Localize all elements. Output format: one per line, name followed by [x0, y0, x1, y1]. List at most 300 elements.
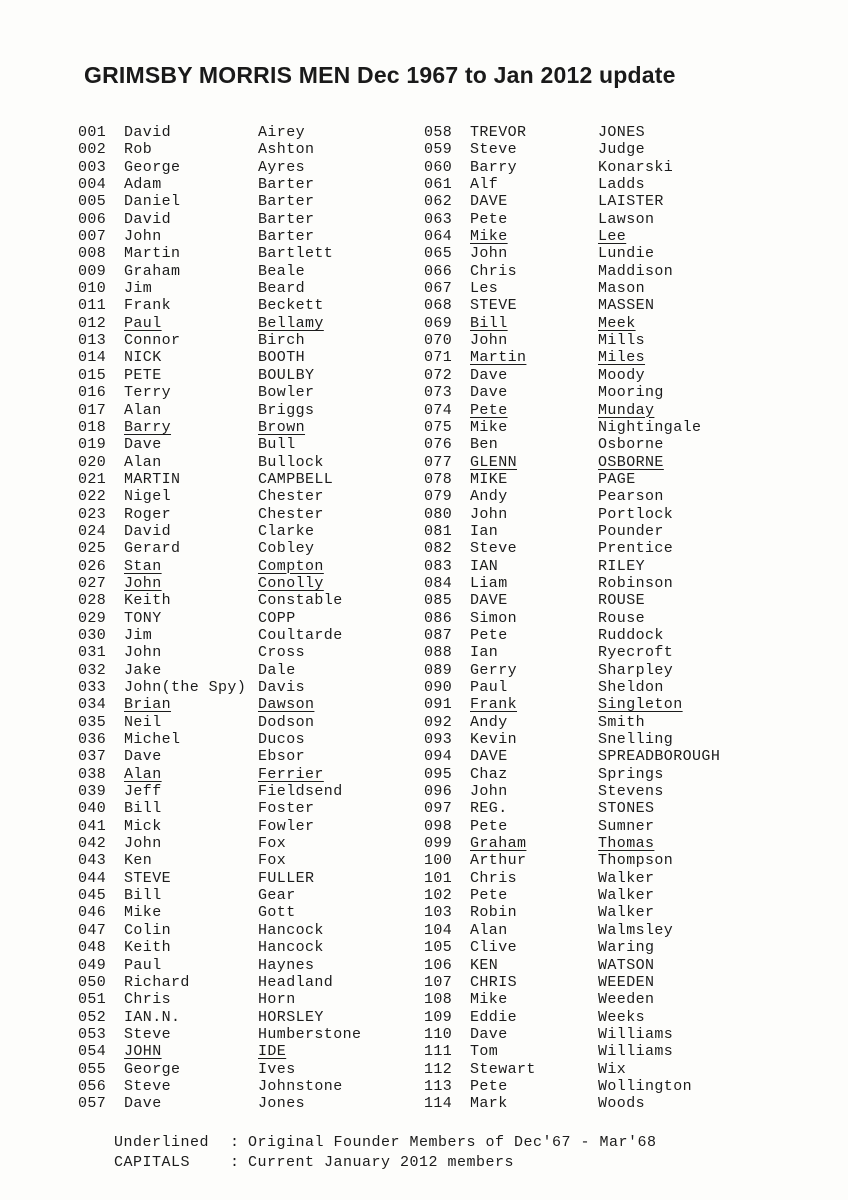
- member-number: 021: [78, 470, 107, 488]
- member-first-name: Gerry: [470, 661, 518, 679]
- member-first-name: Jeff: [124, 783, 162, 801]
- member-number-name-row: [78, 870, 246, 887]
- member-surname-row: [598, 662, 720, 679]
- member-surname-row: [598, 488, 720, 505]
- member-number-name-row: [424, 783, 536, 800]
- member-number-name-row: [78, 696, 246, 713]
- member-surname-row: [258, 124, 361, 141]
- member-surname-row: [598, 627, 720, 644]
- member-number: 095: [424, 765, 453, 783]
- member-first-name: Brian: [124, 696, 172, 714]
- member-surname-row: [598, 349, 720, 366]
- member-first-name: John: [124, 228, 162, 246]
- member-number: 023: [78, 505, 107, 523]
- member-first-name: Frank: [124, 297, 172, 315]
- member-surname: Barter: [258, 210, 315, 228]
- member-number: 077: [424, 453, 453, 471]
- member-number-name-row: [424, 193, 536, 210]
- member-number-name-row: [78, 575, 246, 592]
- member-first-name: Neil: [124, 713, 162, 731]
- member-number: 090: [424, 679, 453, 696]
- member-number-name-row: [424, 835, 536, 852]
- member-first-name: John: [124, 644, 162, 662]
- member-first-name: KEN: [470, 956, 499, 974]
- member-first-name: Alan: [124, 453, 162, 471]
- legend-key: CAPITALS: [114, 1154, 191, 1171]
- member-surname-row: [258, 748, 361, 765]
- member-surname-row: [598, 939, 720, 956]
- legend-row-capitals: [114, 1153, 657, 1173]
- member-number-name-row: [78, 904, 246, 921]
- member-number-name-row: [424, 748, 536, 765]
- member-surname: Fox: [258, 852, 287, 870]
- member-surname: Fowler: [258, 817, 315, 835]
- member-number: 088: [424, 644, 453, 662]
- member-surname: Clarke: [258, 522, 315, 540]
- legend-text: Original Founder Members of Dec'67 - Mar'68: [248, 1134, 657, 1151]
- member-first-name: Jim: [124, 626, 153, 644]
- member-number: 054: [78, 1043, 107, 1061]
- member-surname-row: [258, 506, 361, 523]
- member-number: 040: [78, 800, 107, 818]
- member-surname: Judge: [598, 141, 646, 159]
- member-surname-row: [258, 228, 361, 245]
- member-surname-row: [258, 800, 361, 817]
- member-first-name: Steve: [124, 1025, 172, 1043]
- page-title: GRIMSBY MORRIS MEN Dec 1967 to Jan 2012 update: [84, 62, 676, 88]
- member-surname: Sumner: [598, 817, 655, 835]
- member-number: 051: [78, 991, 107, 1009]
- member-number-name-row: [424, 454, 536, 471]
- member-number-name-row: [424, 818, 536, 835]
- member-number-name-row: [78, 540, 246, 557]
- member-first-name: Gerard: [124, 540, 181, 558]
- member-surname: Nightingale: [598, 418, 702, 436]
- member-number-name-row: [424, 991, 536, 1008]
- member-surname: Ruddock: [598, 626, 664, 644]
- member-surname: HORSLEY: [258, 1008, 324, 1026]
- member-number-name-row: [424, 245, 536, 262]
- member-number-name-row: [424, 974, 536, 991]
- member-surname: Walker: [598, 869, 655, 887]
- member-surname-row: [258, 1061, 361, 1078]
- member-first-name: NICK: [124, 349, 162, 367]
- member-surname-row: [258, 783, 361, 800]
- members-list-right-surnames: [598, 124, 720, 1113]
- member-surname: Fieldsend: [258, 783, 343, 801]
- member-number-name-row: [424, 957, 536, 974]
- member-first-name: Tom: [470, 1043, 499, 1061]
- member-surname-row: [598, 870, 720, 887]
- member-number-name-row: [78, 124, 246, 141]
- member-number: 034: [78, 696, 107, 714]
- member-number-name-row: [78, 783, 246, 800]
- member-surname: Pearson: [598, 488, 664, 506]
- member-number: 074: [424, 401, 453, 419]
- member-surname-row: [598, 748, 720, 765]
- member-surname-row: [598, 835, 720, 852]
- member-surname: Foster: [258, 800, 315, 818]
- member-number-name-row: [78, 558, 246, 575]
- member-first-name: Richard: [124, 973, 190, 991]
- member-surname: OSBORNE: [598, 453, 664, 471]
- member-first-name: Keith: [124, 939, 172, 957]
- member-surname-row: [598, 141, 720, 158]
- member-surname: WATSON: [598, 956, 655, 974]
- member-number-name-row: [424, 662, 536, 679]
- member-number-name-row: [424, 627, 536, 644]
- member-surname-row: [598, 211, 720, 228]
- member-first-name: Pete: [470, 887, 508, 905]
- member-number: 062: [424, 193, 453, 211]
- member-first-name: Stewart: [470, 1060, 536, 1078]
- member-first-name: Daniel: [124, 193, 181, 211]
- member-number: 050: [78, 973, 107, 991]
- legend-row-underlined: [114, 1133, 657, 1153]
- member-number-name-row: [424, 714, 536, 731]
- member-surname: Waring: [598, 939, 655, 957]
- member-surname: Ladds: [598, 176, 646, 194]
- member-number: 022: [78, 488, 107, 506]
- member-number-name-row: [78, 159, 246, 176]
- member-first-name: Barry: [470, 158, 518, 176]
- member-first-name: Dave: [124, 1095, 162, 1113]
- member-number: 044: [78, 869, 107, 887]
- member-number: 059: [424, 141, 453, 159]
- member-first-name: Mike: [124, 904, 162, 922]
- member-first-name: George: [124, 158, 181, 176]
- member-first-name: MIKE: [470, 470, 508, 488]
- member-first-name: Mike: [470, 418, 508, 436]
- member-surname-row: [598, 523, 720, 540]
- member-surname: Portlock: [598, 505, 674, 523]
- member-number-name-row: [424, 280, 536, 297]
- member-surname: STONES: [598, 800, 655, 818]
- member-surname-row: [258, 852, 361, 869]
- member-surname: FULLER: [258, 869, 315, 887]
- member-surname: Beckett: [258, 297, 324, 315]
- member-number-name-row: [78, 1009, 246, 1026]
- member-surname-row: [258, 332, 361, 349]
- member-surname-row: [598, 783, 720, 800]
- member-surname: Dale: [258, 661, 296, 679]
- member-number-name-row: [424, 731, 536, 748]
- member-surname-row: [598, 852, 720, 869]
- member-surname: Constable: [258, 592, 343, 610]
- member-surname: Singleton: [598, 696, 683, 714]
- member-number-name-row: [424, 228, 536, 245]
- member-first-name: Connor: [124, 332, 181, 350]
- member-first-name: Chris: [470, 869, 518, 887]
- member-first-name: Mike: [470, 228, 508, 246]
- member-surname: Konarski: [598, 158, 674, 176]
- member-number: 092: [424, 713, 453, 731]
- member-number: 082: [424, 540, 453, 558]
- member-number-name-row: [78, 488, 246, 505]
- member-first-name: John: [470, 783, 508, 801]
- member-surname-row: [598, 974, 720, 991]
- member-number-name-row: [424, 471, 536, 488]
- member-first-name: STEVE: [470, 297, 518, 315]
- member-surname: Ebsor: [258, 748, 306, 766]
- member-surname-row: [598, 263, 720, 280]
- member-number-name-row: [424, 1009, 536, 1026]
- member-first-name: John: [124, 574, 162, 592]
- member-surname-row: [598, 731, 720, 748]
- member-first-name: Chaz: [470, 765, 508, 783]
- member-number-name-row: [78, 141, 246, 158]
- member-surname-row: [258, 592, 361, 609]
- member-first-name: REG.: [470, 800, 508, 818]
- member-number: 041: [78, 817, 107, 835]
- member-surname-row: [258, 419, 361, 436]
- member-first-name: Pete: [470, 817, 508, 835]
- member-surname: Walmsley: [598, 921, 674, 939]
- member-number-name-row: [424, 263, 536, 280]
- member-first-name: Bill: [470, 314, 508, 332]
- member-first-name: Alf: [470, 176, 499, 194]
- member-first-name: Terry: [124, 384, 172, 402]
- member-first-name: IAN: [470, 557, 499, 575]
- member-first-name: Dave: [124, 748, 162, 766]
- member-first-name: Jim: [124, 280, 153, 298]
- member-number: 048: [78, 939, 107, 957]
- member-surname-row: [258, 297, 361, 314]
- member-first-name: Dave: [470, 366, 508, 384]
- member-number: 098: [424, 817, 453, 835]
- member-number-name-row: [424, 124, 536, 141]
- member-surname-row: [598, 1009, 720, 1026]
- member-surname: Snelling: [598, 731, 674, 749]
- member-surname-row: [258, 644, 361, 661]
- member-surname-row: [598, 575, 720, 592]
- member-number: 100: [424, 852, 453, 870]
- member-first-name: Chris: [470, 262, 518, 280]
- member-surname: Barter: [258, 176, 315, 194]
- member-surname-row: [258, 627, 361, 644]
- member-number: 065: [424, 245, 453, 263]
- member-surname: Ferrier: [258, 765, 324, 783]
- member-first-name: John: [470, 332, 508, 350]
- member-surname-row: [598, 1061, 720, 1078]
- member-number-name-row: [424, 696, 536, 713]
- member-surname-row: [598, 436, 720, 453]
- member-surname-row: [258, 904, 361, 921]
- member-number-name-row: [424, 349, 536, 366]
- member-surname: Walker: [598, 904, 655, 922]
- member-first-name: DAVE: [470, 193, 508, 211]
- member-surname: Dodson: [258, 713, 315, 731]
- member-surname: Ayres: [258, 158, 306, 176]
- member-number: 104: [424, 921, 453, 939]
- member-number-name-row: [78, 679, 246, 696]
- member-surname: Robinson: [598, 574, 674, 592]
- member-surname-row: [598, 679, 720, 696]
- member-surname: Barter: [258, 193, 315, 211]
- member-first-name: Keith: [124, 592, 172, 610]
- member-first-name: TONY: [124, 609, 162, 627]
- member-first-name: John: [124, 835, 162, 853]
- member-number: 032: [78, 661, 107, 679]
- member-surname: Wix: [598, 1060, 627, 1078]
- member-surname-row: [598, 315, 720, 332]
- member-number-name-row: [78, 627, 246, 644]
- member-surname: Chester: [258, 505, 324, 523]
- member-surname-row: [258, 471, 361, 488]
- member-number-name-row: [78, 280, 246, 297]
- member-number: 010: [78, 280, 107, 298]
- member-surname: MASSEN: [598, 297, 655, 315]
- member-number-name-row: [78, 384, 246, 401]
- member-surname: Osborne: [598, 436, 664, 454]
- member-number: 004: [78, 176, 107, 194]
- member-surname: Headland: [258, 973, 334, 991]
- member-surname: Horn: [258, 991, 296, 1009]
- member-number: 061: [424, 176, 453, 194]
- member-number-name-row: [424, 540, 536, 557]
- member-number: 006: [78, 210, 107, 228]
- member-number-name-row: [78, 957, 246, 974]
- member-surname-row: [258, 1043, 361, 1060]
- member-number-name-row: [78, 748, 246, 765]
- member-first-name: Dave: [470, 1025, 508, 1043]
- member-first-name: Steve: [124, 1077, 172, 1095]
- member-number: 073: [424, 384, 453, 402]
- member-number: 112: [424, 1060, 453, 1078]
- member-surname-row: [598, 402, 720, 419]
- member-surname: Woods: [598, 1095, 646, 1113]
- member-number: 076: [424, 436, 453, 454]
- member-first-name: MARTIN: [124, 470, 181, 488]
- member-first-name: Pete: [470, 401, 508, 419]
- member-number-name-row: [78, 297, 246, 314]
- member-surname-row: [598, 506, 720, 523]
- member-first-name: Andy: [470, 488, 508, 506]
- member-surname-row: [598, 1095, 720, 1112]
- member-surname-row: [258, 263, 361, 280]
- member-number-name-row: [78, 402, 246, 419]
- member-number: 084: [424, 574, 453, 592]
- member-surname: Humberstone: [258, 1025, 362, 1043]
- member-number: 102: [424, 887, 453, 905]
- member-number: 071: [424, 349, 453, 367]
- member-number: 094: [424, 748, 453, 766]
- member-surname-row: [598, 558, 720, 575]
- member-surname: Cross: [258, 644, 306, 662]
- member-number-name-row: [78, 315, 246, 332]
- member-number-name-row: [424, 419, 536, 436]
- member-number-name-row: [78, 228, 246, 245]
- members-list-left-names: [78, 124, 246, 1113]
- member-first-name: Steve: [470, 540, 518, 558]
- member-first-name: John: [470, 245, 508, 263]
- member-surname-row: [258, 315, 361, 332]
- member-first-name: Kevin: [470, 731, 518, 749]
- members-list-left-surnames: [258, 124, 361, 1113]
- member-number: 043: [78, 852, 107, 870]
- member-number-name-row: [78, 471, 246, 488]
- member-surname: Chester: [258, 488, 324, 506]
- member-surname-row: [258, 1078, 361, 1095]
- member-surname-row: [598, 957, 720, 974]
- member-number: 027: [78, 574, 107, 592]
- member-number-name-row: [424, 384, 536, 401]
- member-first-name: John: [470, 505, 508, 523]
- member-surname-row: [258, 384, 361, 401]
- member-number-name-row: [424, 436, 536, 453]
- member-surname: Mooring: [598, 384, 664, 402]
- member-surname-row: [258, 159, 361, 176]
- member-surname: Johnstone: [258, 1077, 343, 1095]
- member-number: 025: [78, 540, 107, 558]
- member-number: 017: [78, 401, 107, 419]
- member-first-name: Mick: [124, 817, 162, 835]
- member-first-name: Dave: [124, 436, 162, 454]
- member-first-name: PETE: [124, 366, 162, 384]
- member-number-name-row: [424, 870, 536, 887]
- member-first-name: Robin: [470, 904, 518, 922]
- member-number-name-row: [78, 193, 246, 210]
- member-surname: Haynes: [258, 956, 315, 974]
- member-number-name-row: [78, 974, 246, 991]
- member-number: 103: [424, 904, 453, 922]
- member-first-name: Clive: [470, 939, 518, 957]
- member-surname-row: [258, 922, 361, 939]
- member-number-name-row: [78, 349, 246, 366]
- member-surname: Prentice: [598, 540, 674, 558]
- member-first-name: Frank: [470, 696, 518, 714]
- member-number: 056: [78, 1077, 107, 1095]
- member-number: 089: [424, 661, 453, 679]
- member-number: 067: [424, 280, 453, 298]
- member-surname-row: [258, 679, 361, 696]
- member-surname: Bellamy: [258, 314, 324, 332]
- member-number-name-row: [424, 332, 536, 349]
- member-surname: Rouse: [598, 609, 646, 627]
- member-surname: Ryecroft: [598, 644, 674, 662]
- member-surname: Ashton: [258, 141, 315, 159]
- member-surname: Coultarde: [258, 626, 343, 644]
- member-number-name-row: [424, 592, 536, 609]
- member-first-name: Arthur: [470, 852, 527, 870]
- member-first-name: David: [124, 522, 172, 540]
- member-surname-row: [258, 835, 361, 852]
- member-first-name: Rob: [124, 141, 153, 159]
- member-surname: CAMPBELL: [258, 470, 334, 488]
- member-first-name: Bill: [124, 887, 162, 905]
- member-number-name-row: [78, 523, 246, 540]
- member-number: 078: [424, 470, 453, 488]
- member-first-name: Chris: [124, 991, 172, 1009]
- member-surname-row: [258, 523, 361, 540]
- member-number-name-row: [78, 644, 246, 661]
- member-surname: Hancock: [258, 939, 324, 957]
- member-surname: Compton: [258, 557, 324, 575]
- member-number: 042: [78, 835, 107, 853]
- member-number-name-row: [424, 488, 536, 505]
- member-number-name-row: [424, 315, 536, 332]
- member-surname-row: [258, 939, 361, 956]
- member-number-name-row: [424, 1095, 536, 1112]
- member-surname: Lundie: [598, 245, 655, 263]
- member-surname-row: [258, 176, 361, 193]
- member-first-name: Jake: [124, 661, 162, 679]
- member-surname: Smith: [598, 713, 646, 731]
- member-number-name-row: [78, 454, 246, 471]
- member-number: 081: [424, 522, 453, 540]
- member-surname: Airey: [258, 124, 306, 141]
- member-number: 007: [78, 228, 107, 246]
